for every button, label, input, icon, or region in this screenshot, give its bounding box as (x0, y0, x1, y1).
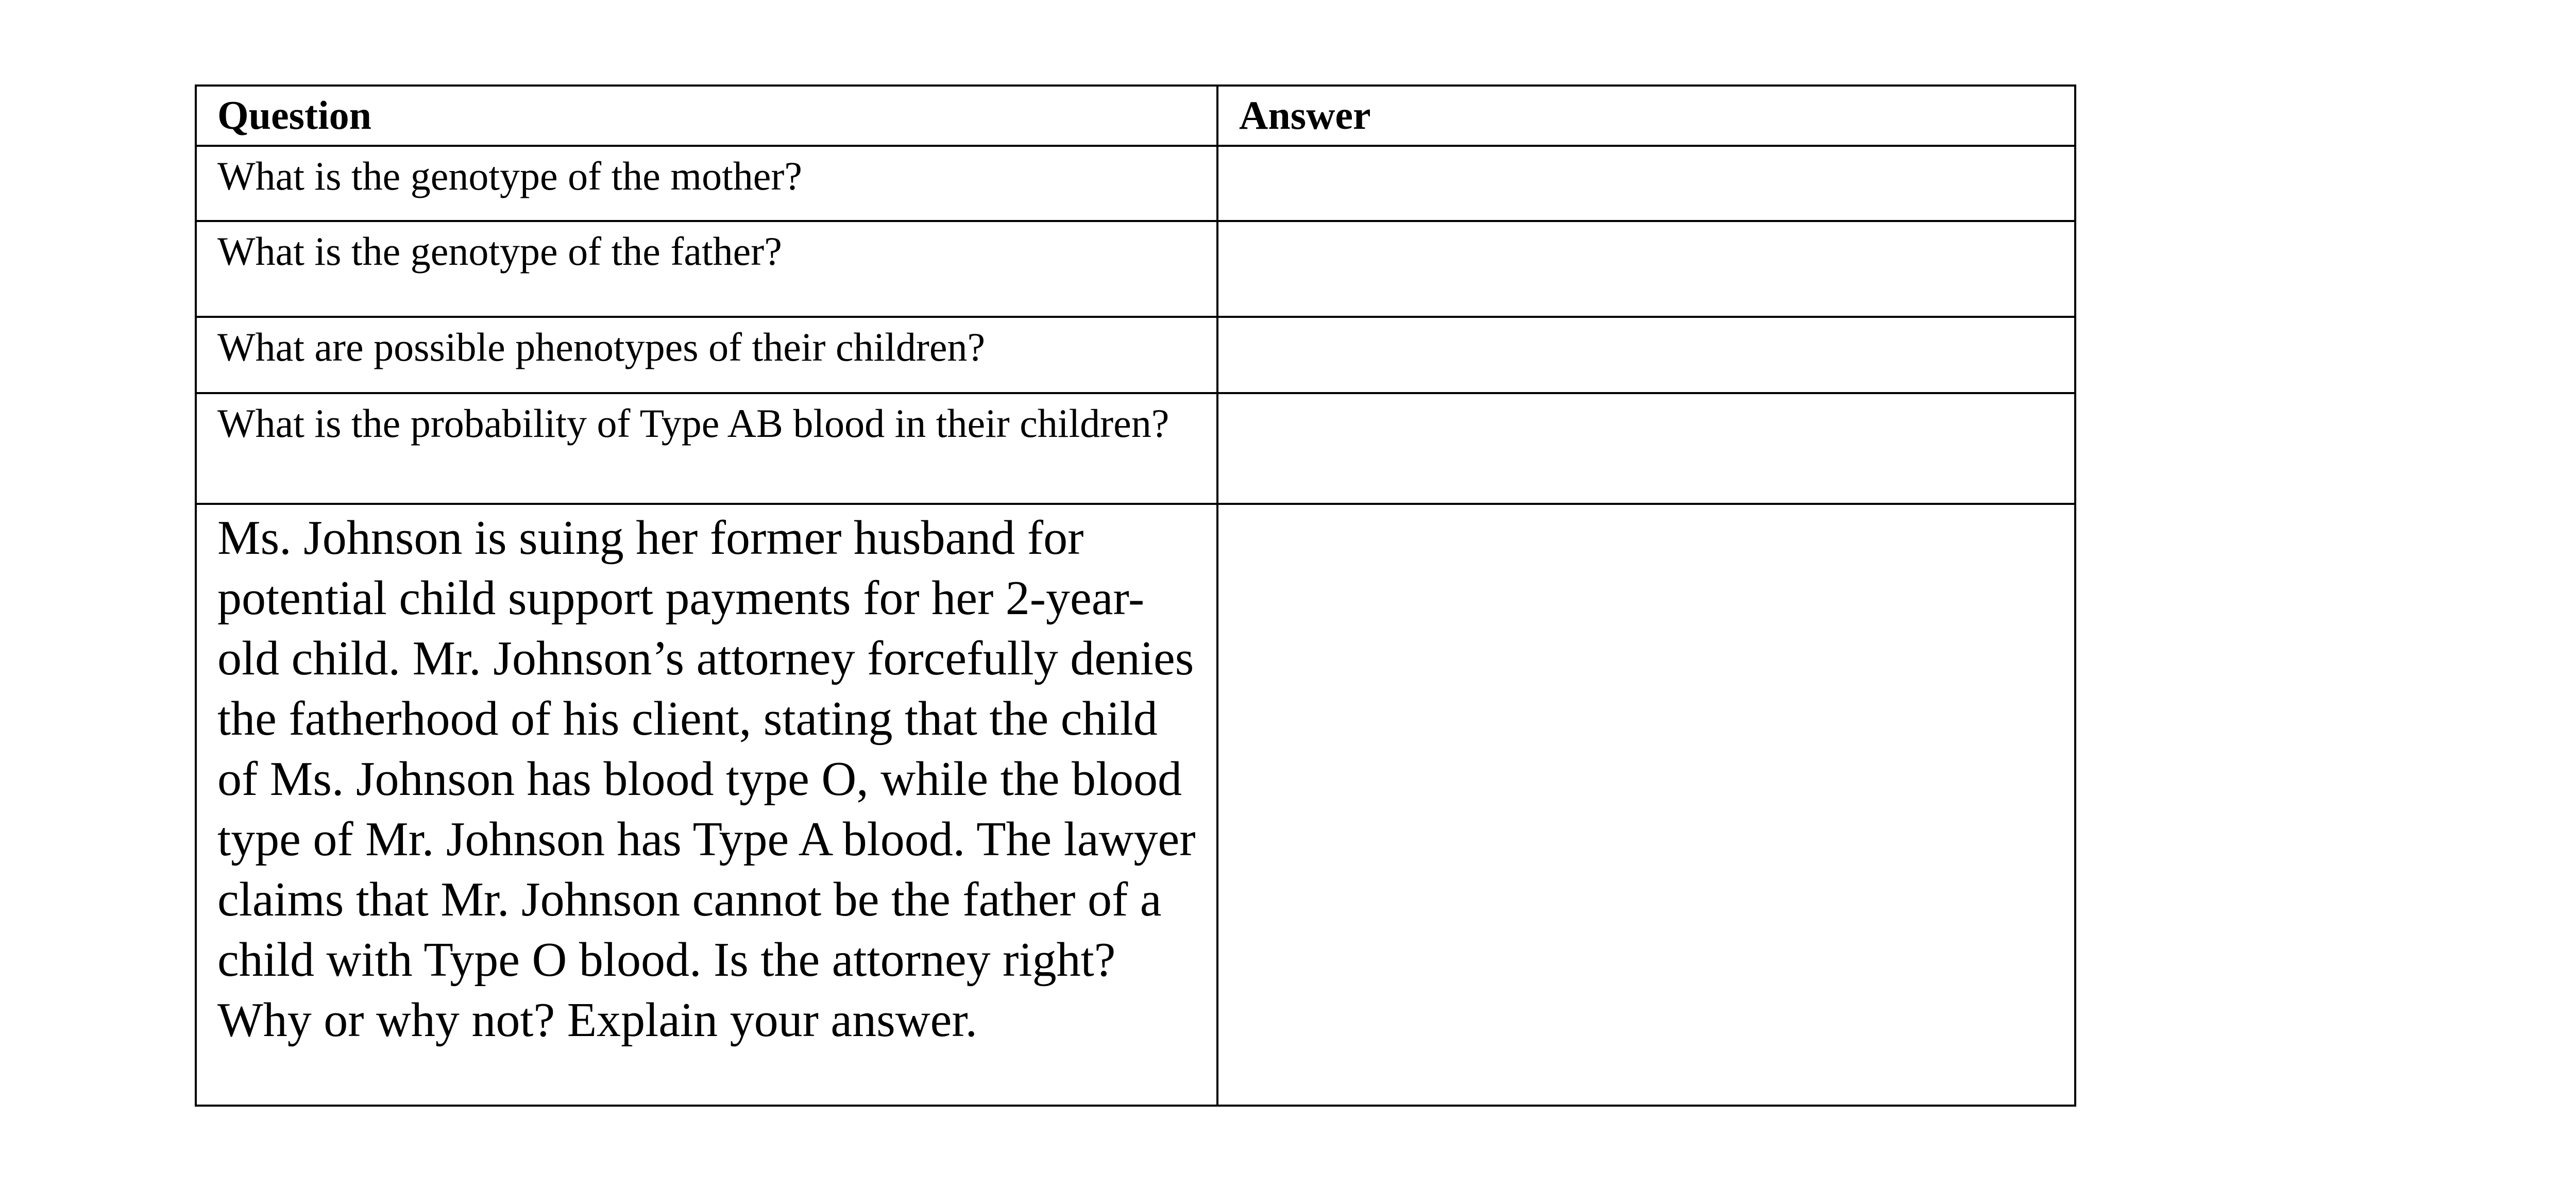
answer-cell-mother-genotype[interactable] (1217, 146, 2075, 221)
question-cell-phenotypes: What are possible phenotypes of their children? (196, 317, 1217, 393)
answer-cell-ab-probability[interactable] (1217, 393, 2075, 504)
table-row (196, 393, 2075, 504)
table-row (196, 504, 2075, 1106)
table-row (196, 317, 2075, 393)
question-cell-father-genotype: What is the genotype of the father? (196, 221, 1217, 317)
question-answer-table (195, 84, 2076, 1107)
answer-column-header: Answer (1217, 86, 2075, 146)
question-cell-mother-genotype: What is the genotype of the mother? (196, 146, 1217, 221)
answer-cell-father-genotype[interactable] (1217, 221, 2075, 317)
table-row (196, 146, 2075, 221)
table-row (196, 221, 2075, 317)
answer-cell-paternity-case[interactable] (1217, 504, 2075, 1106)
header-row (196, 86, 2075, 146)
question-cell-ab-probability: What is the probability of Type AB blood in their children? (196, 393, 1217, 504)
question-cell-paternity-case: Ms. Johnson is suing her former husband for potential child support payments for her 2-year-old child. Mr. Johnson’s attorney forcefully denies the fatherhood of his client, stating that the child of Ms. Johnson has blood type O, while the blood type of Mr. Johnson has Type A blood. The lawyer claims that Mr. Johnson cannot be the father of a child with Type O blood. Is the attorney right? Why or why not? Explain your answer. (196, 504, 1217, 1106)
question-column-header: Question (196, 86, 1217, 146)
answer-cell-phenotypes[interactable] (1217, 317, 2075, 393)
